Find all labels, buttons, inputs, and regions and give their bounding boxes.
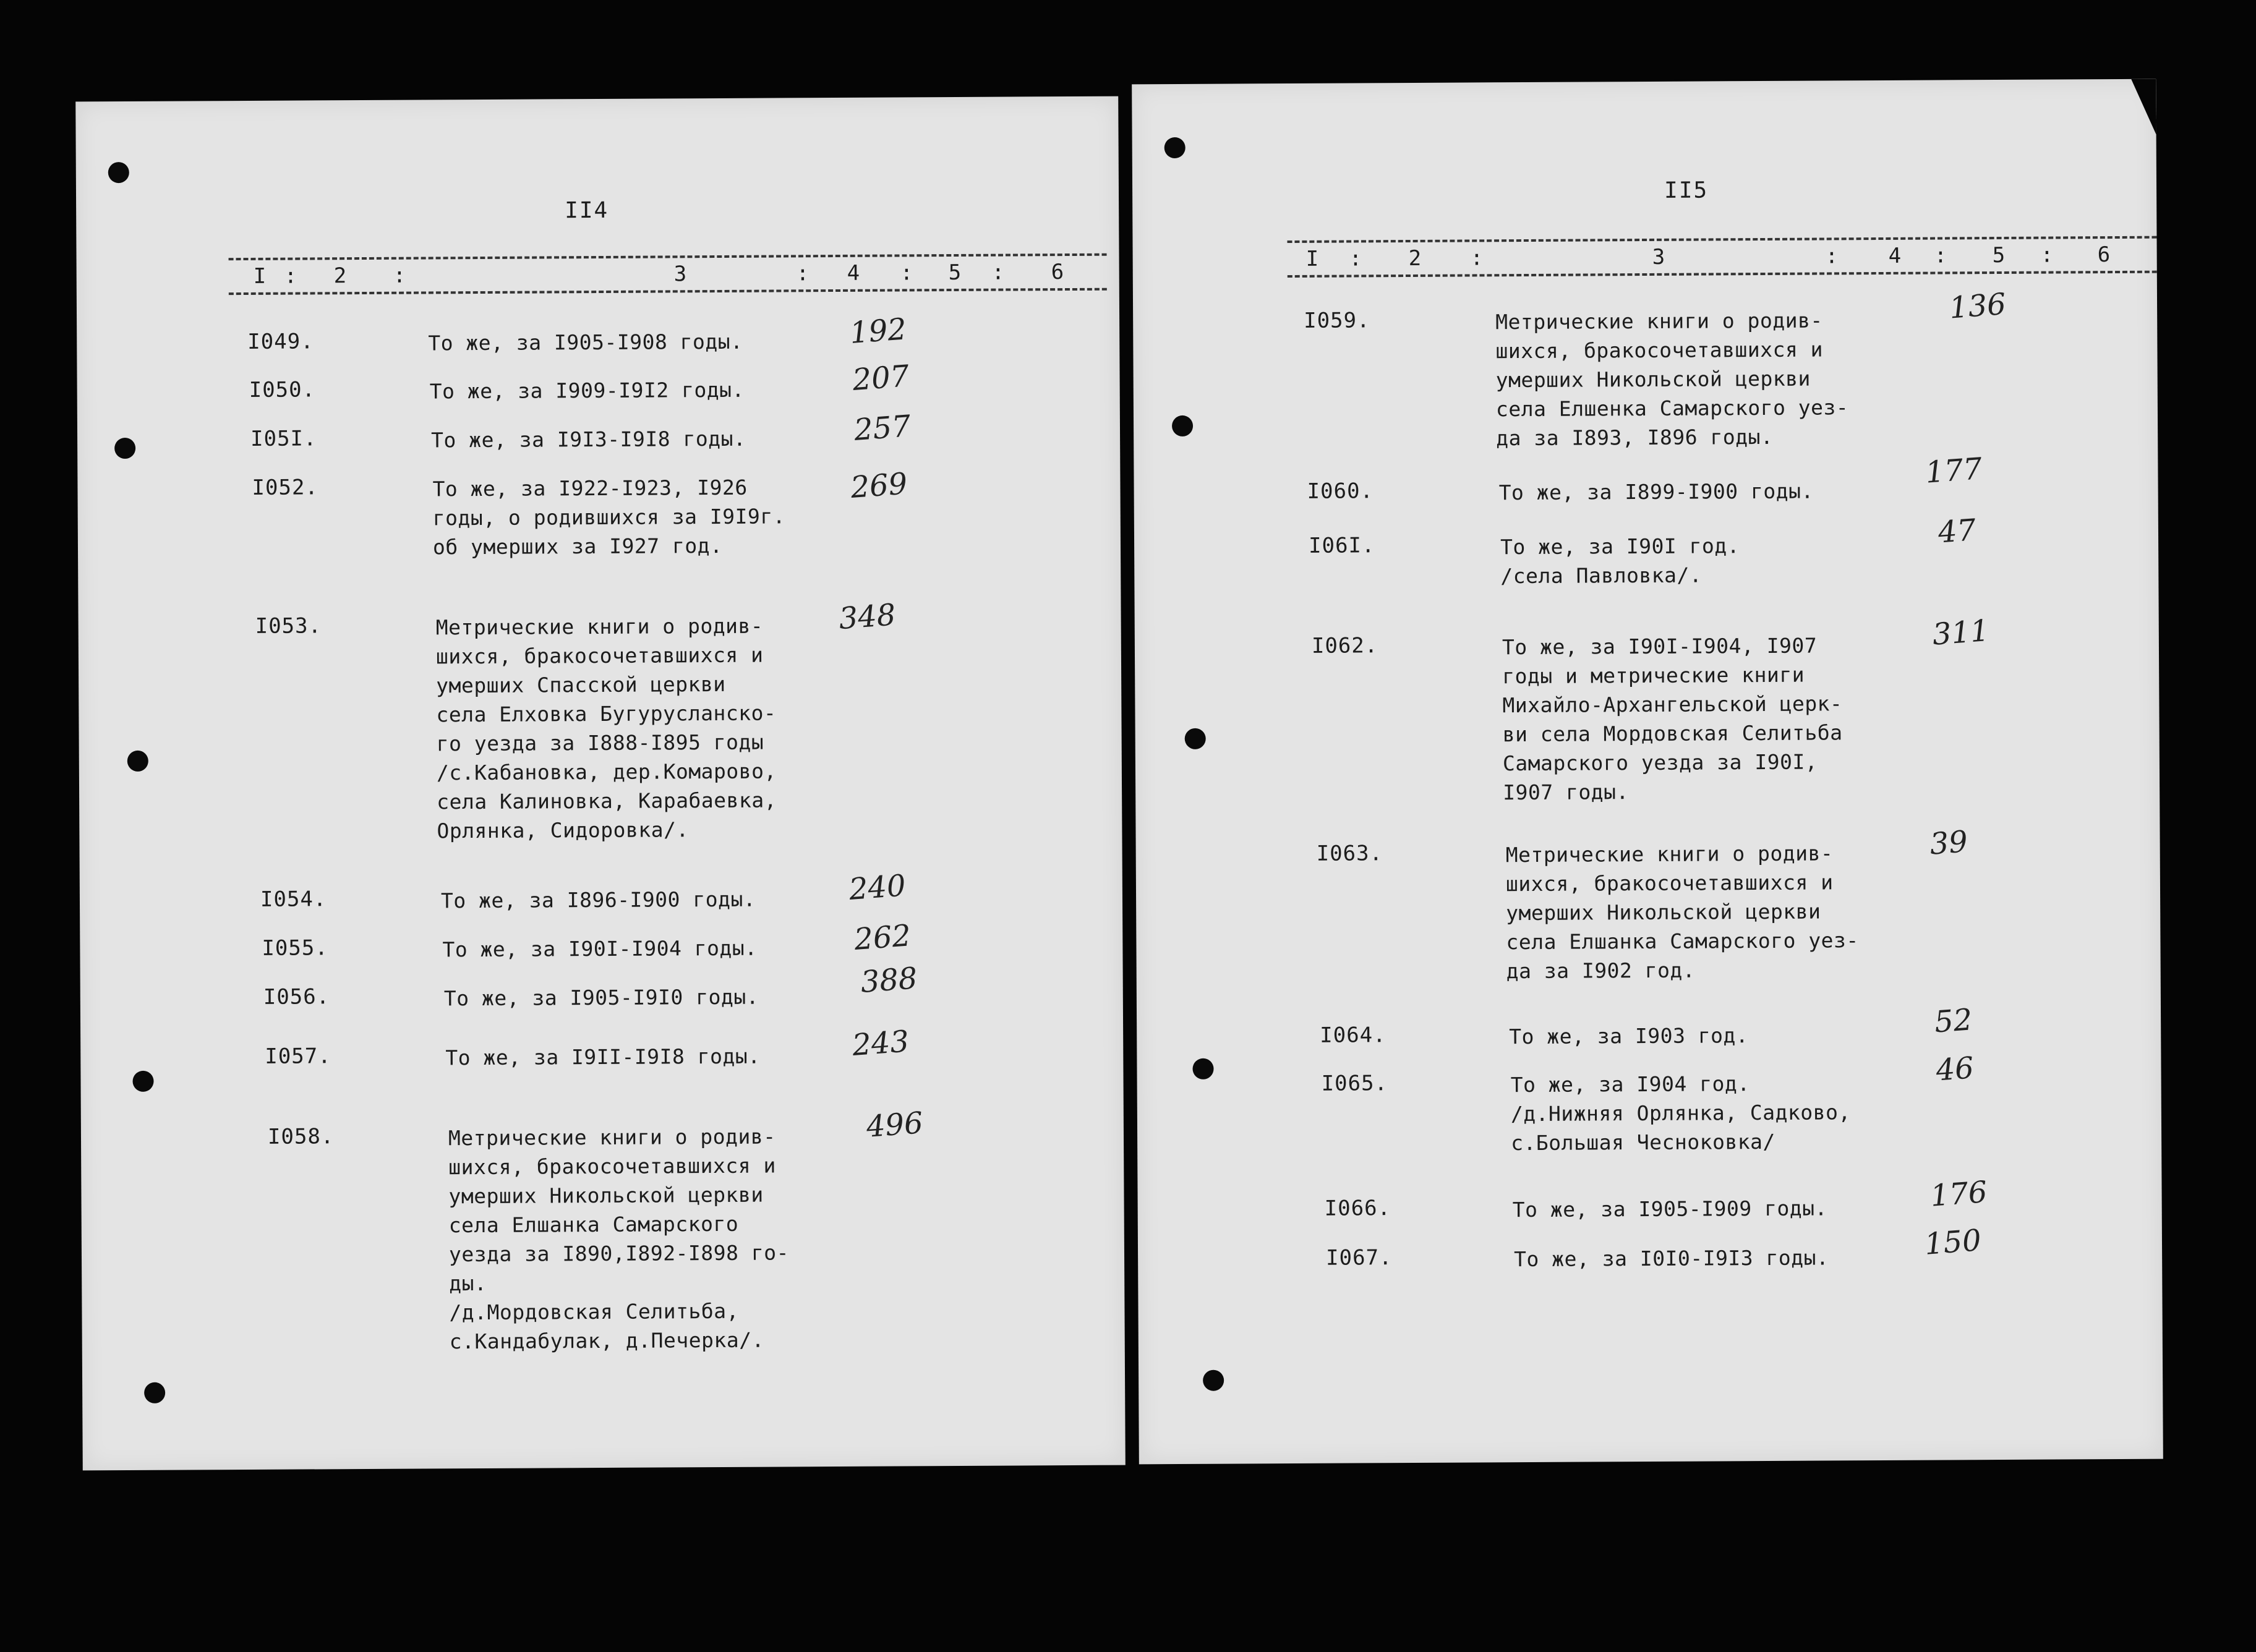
record-number: I06I.: [1308, 533, 1375, 558]
record-number: I05I.: [250, 426, 317, 451]
column-header: I : 2 : 3 : 4 : 5 : 6: [229, 250, 1107, 301]
record-description: То же, за I909-I9I2 годы.: [429, 377, 745, 404]
record-number: I054.: [260, 887, 327, 912]
record-row: [1134, 451, 2158, 505]
punch-hole: [114, 438, 135, 459]
column-header: I : 2 : 3 : 4 : 5 : 6: [1287, 232, 2156, 284]
record-description: То же, за I922-I923, I926 годы, о родившихся за I9I9г. об умерших за I927 год.: [432, 475, 786, 560]
column-label: I: [253, 263, 267, 289]
column-label: 6: [1051, 260, 1064, 285]
record-row: [1138, 1175, 2162, 1222]
punch-hole: [127, 751, 148, 772]
record-number: I063.: [1316, 841, 1383, 866]
page-count: 269: [849, 466, 909, 505]
page-count: 257: [853, 409, 912, 448]
record-description: То же, за I903 год.: [1509, 1023, 1749, 1049]
record-description: То же, за I0I0-I9I3 годы.: [1514, 1245, 1829, 1272]
record-number: I064.: [1320, 1023, 1386, 1048]
record-number: I065.: [1321, 1071, 1388, 1096]
column-label: 6: [2097, 242, 2111, 268]
record-description: То же, за I90I-I904, I907 годы и метрические книги Михайло-Архангельской церк- ви села Мордовская Селитьба Самарского уезда за I90I, I907 годы.: [1502, 633, 1843, 805]
record-description: Метрические книги о родив- шихся, бракосочетавшихся и умерших Никольской церкви села Елшанка Самарского уезда за I890,I892-I898 го- ды. /д.Мордовская Селитьба, с.Кандабулак, д.Печерка/.: [448, 1124, 790, 1354]
page-count: 240: [847, 868, 907, 908]
page-count: 47: [1936, 513, 1978, 550]
record-number: I055.: [262, 935, 328, 961]
column-label: 2: [333, 263, 347, 289]
page-count: 311: [1931, 613, 1991, 652]
page-count: 176: [1929, 1175, 1989, 1214]
record-number: I062.: [1311, 633, 1378, 658]
page-count: 192: [848, 312, 908, 351]
punch-hole: [1172, 415, 1193, 436]
record-row: [79, 597, 1121, 843]
record-row: [1133, 286, 2157, 451]
record-row: [1136, 824, 2160, 984]
page-count: 46: [1934, 1050, 1975, 1088]
page-count: 207: [851, 359, 911, 398]
record-description: То же, за I90I-I904 годы.: [442, 935, 758, 962]
page-count: 52: [1933, 1002, 1974, 1040]
column-label: 3: [673, 262, 687, 287]
record-number: I057.: [265, 1044, 331, 1069]
record-description: То же, за I9II-I9I8 годы.: [445, 1044, 761, 1070]
punch-hole: [1192, 1058, 1213, 1079]
page-number: II4: [565, 197, 609, 224]
record-description: Метрические книги о родив- шихся, бракосочетавшихся и умерших Спасской церкви села Елховка Бугурусланско- го уезда за I888-I895 годы /с.Кабановка, дер.Комарово, села Калиновка, Карабаевка, Орлянка, Сидоровка/.: [435, 613, 777, 843]
page-count: 262: [853, 918, 912, 957]
archive-page-left: [75, 96, 1126, 1471]
record-row: [77, 466, 1120, 560]
column-label: 2: [1408, 245, 1422, 271]
record-number: I056.: [263, 984, 330, 1010]
punch-hole: [144, 1382, 165, 1403]
page-count: 177: [1924, 451, 1984, 490]
record-description: То же, за I905-I909 годы.: [1512, 1196, 1828, 1222]
record-row: [1137, 1050, 2161, 1156]
record-number: I066.: [1324, 1196, 1391, 1221]
record-number: I049.: [247, 329, 314, 354]
record-description: То же, за I899-I900 годы.: [1498, 479, 1814, 505]
punch-hole: [1203, 1370, 1224, 1391]
record-row: [77, 359, 1120, 404]
record-row: [77, 312, 1119, 356]
record-row: [1138, 1223, 2162, 1272]
page-corner-fold: [2131, 79, 2156, 135]
record-row: [1137, 1002, 2161, 1049]
record-number: I060.: [1307, 479, 1374, 504]
column-label: 4: [1888, 243, 1902, 268]
column-label: I: [1305, 246, 1319, 271]
page-count: 136: [1948, 286, 2007, 326]
record-row: [77, 409, 1120, 453]
column-label: 5: [1992, 242, 2006, 268]
page-count: 496: [865, 1105, 925, 1144]
page-number: II5: [1664, 177, 1709, 203]
page-count: 243: [851, 1024, 910, 1063]
page-count: 39: [1928, 824, 1969, 862]
record-description: То же, за I9I3-I9I8 годы.: [430, 426, 746, 453]
punch-hole: [132, 1071, 153, 1092]
record-row: [80, 868, 1122, 913]
record-row: [80, 918, 1122, 962]
record-description: То же, за I905-I908 годы.: [428, 329, 743, 356]
record-description: То же, за I896-I900 годы.: [440, 887, 756, 913]
record-number: I067.: [1326, 1245, 1393, 1271]
record-description: То же, за I90I год. /села Павловка/.: [1500, 534, 1740, 589]
punch-hole: [1164, 137, 1186, 158]
record-number: I059.: [1304, 308, 1370, 333]
column-label: 5: [948, 260, 962, 286]
page-count: 150: [1923, 1223, 1983, 1262]
record-number: I050.: [249, 377, 316, 402]
record-row: [80, 1024, 1123, 1070]
column-label: 4: [847, 260, 860, 286]
page-count: 348: [837, 597, 897, 637]
record-number: I052.: [252, 475, 318, 500]
archive-page-right: [1132, 79, 2163, 1465]
record-row: [1134, 513, 2158, 589]
record-description: Метрические книги о родив- шихся, бракосочетавшихся и умерших Никольской церкви села Елшенка Самарского уез- да за I893, I896 годы.: [1495, 308, 1849, 451]
record-description: То же, за I904 год. /д.Нижняя Орлянка, Садково, с.Большая Чесноковка/: [1510, 1071, 1851, 1156]
punch-hole: [1185, 728, 1206, 749]
record-description: То же, за I905-I9I0 годы.: [443, 984, 759, 1011]
record-row: [1135, 613, 2159, 805]
record-number: I058.: [267, 1124, 335, 1149]
record-description: Метрические книги о родив- шихся, бракосочетавшихся и умерших Никольской церкви села Елшанка Самарского уез- да за I902 год.: [1505, 841, 1859, 984]
column-label: 3: [1652, 244, 1665, 270]
record-row: [81, 1105, 1124, 1354]
record-row: [80, 961, 1123, 1011]
page-count: 388: [859, 961, 919, 1000]
punch-hole: [108, 162, 129, 183]
record-number: I053.: [255, 613, 322, 639]
